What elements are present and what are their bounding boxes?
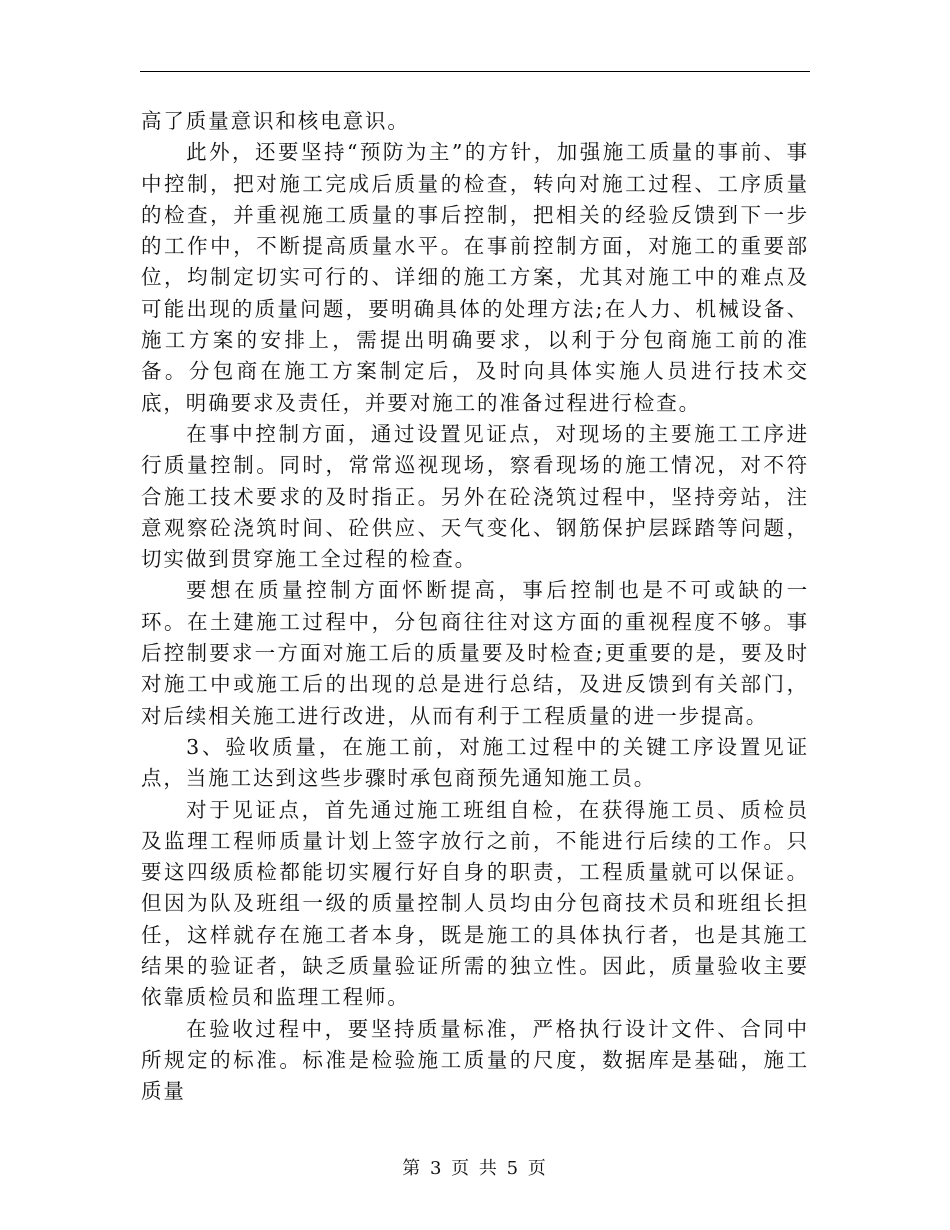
- page-footer: [0, 1154, 950, 1180]
- paragraph-6: 对于见证点，首先通过施工班组自检，在获得施工员、质检员及监理工程师质量计划上签字放行之前，不能进行后续的工作。只要这四级质检都能切实履行好自身的职责，工程质量就可以保证。但因为队及班组一级的质量控制人员均由分包商技术员和班组长担任，这样就存在施工者本身，既是施工的具体执行者，也是其施工结果的验证者，缺乏质量验证所需的独立性。因此，质量验收主要依靠质检员和监理工程师。: [141, 797, 809, 1010]
- paragraph-3: 在事中控制方面，通过设置见证点，对现场的主要施工工序进行质量控制。同时，常常巡视现场，察看现场的施工情况，对不符合施工技术要求的及时指正。另外在砼浇筑过程中，坚持旁站，注意观察砼浇筑时间、砼供应、天气变化、钢筋保护层踩踏等问题，切实做到贯穿施工全过程的检查。: [141, 421, 809, 572]
- document-body: [141, 106, 809, 1108]
- paragraph-7: 在验收过程中，要坚持质量标准，严格执行设计文件、合同中所规定的标准。标准是检验施工质量的尺度，数据库是基础，施工质量: [141, 1016, 809, 1104]
- paragraph-2: 此外，还要坚持“预防为主”的方针，加强施工质量的事前、事中控制，把对施工完成后质量的检查，转向对施工过程、工序质量的检查，并重视施工质量的事后控制，把相关的经验反馈到下一步的工作中，不断提高质量水平。在事前控制方面，对施工的重要部位，均制定切实可行的、详细的施工方案，尤其对施工中的难点及可能出现的质量问题，要明确具体的处理方法;在人力、机械设备、施工方案的安排上，需提出明确要求，以利于分包商施工前的准备。分包商在施工方案制定后，及时向具体实施人员进行技术交底，明确要求及责任，并要对施工的准备过程进行检查。: [141, 140, 809, 415]
- paragraph-4: 要想在质量控制方面怀断提高，事后控制也是不可或缺的一环。在土建施工过程中，分包商往往对这方面的重视程度不够。事后控制要求一方面对施工后的质量要及时检查;更重要的是，要及时对施工中或施工后的出现的总是进行总结，及进反馈到有关部门，对后续相关施工进行改进，从而有利于工程质量的进一步提高。: [141, 578, 809, 728]
- paragraph-5: 3、验收质量，在施工前，对施工过程中的关键工序设置见证点，当施工达到这些步骤时承包商预先通知施工员。: [141, 734, 809, 791]
- paragraph-1: 高了质量意识和核电意识。: [141, 109, 410, 133]
- header-rule: [140, 71, 810, 72]
- page-number-label: 第 3 页 共 5 页: [402, 1158, 548, 1179]
